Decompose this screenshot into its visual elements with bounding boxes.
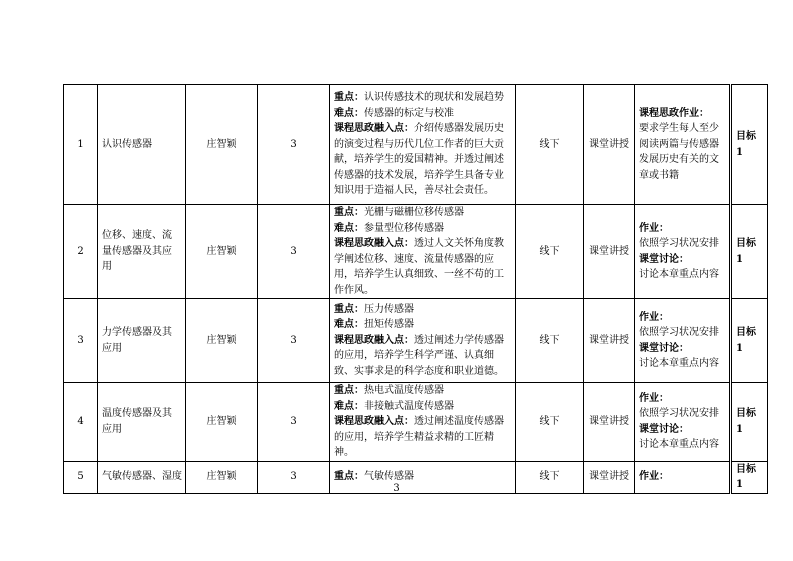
teaching-mode: 线下	[516, 461, 584, 493]
key-point: 热电式温度传感器	[364, 385, 444, 396]
difficulty-label: 难点：	[334, 107, 364, 119]
key-point: 光栅与磁栅位移传感器	[364, 207, 464, 218]
difficulty-point: 非接触式温度传感器	[364, 400, 454, 412]
ideology-label: 课程思政融入点：	[334, 334, 414, 346]
course-goal: 目标 1	[731, 205, 768, 299]
homework-label: 作业：	[639, 392, 669, 404]
ideology-text: 介绍传感器发展历史的演变过程与历代几位工作者的巨大贡献，培养学生的爱国精神。并透过阐述传感器的技术发展，培养学生具备专业知识用于造福人民，善尽社会责任。	[334, 123, 504, 197]
row-number: 3	[64, 299, 98, 383]
teaching-mode: 线下	[516, 205, 584, 299]
ideology-text: 透过阐述力学传感器的应用，培养学生科学严谨、认真细致、实事求是的科学态度和职业道德。	[334, 334, 504, 377]
row-number: 5	[64, 461, 98, 493]
content-cell	[330, 85, 516, 205]
ideology-text: 透过阐述温度传感器的应用，培养学生精益求精的工匠精神。	[334, 416, 504, 458]
homework-label: 课程思政作业：	[639, 107, 709, 119]
class-hours: 3	[258, 85, 330, 205]
key-label: 重点：	[334, 207, 364, 218]
teacher-name: 庄智颖	[186, 383, 258, 462]
discussion-label: 课堂讨论：	[639, 253, 689, 265]
key-label: 重点：	[334, 92, 364, 104]
difficulty-point: 扭矩传感器	[364, 319, 414, 331]
discussion-label: 课堂讨论：	[639, 342, 689, 354]
homework-label: 作业：	[639, 222, 669, 234]
teaching-method: 课堂讲授	[584, 461, 635, 493]
key-point: 认识传感技术的现状和发展趋势	[364, 92, 504, 104]
key-label: 重点：	[334, 471, 364, 483]
class-hours: 3	[258, 383, 330, 462]
syllabus-table	[63, 84, 768, 494]
homework-text: 依照学习状况安排	[639, 408, 719, 420]
teaching-mode: 线下	[516, 383, 584, 462]
chapter-title: 认识传感器	[98, 85, 186, 205]
table-row	[64, 85, 768, 205]
difficulty-point: 参量型位移传感器	[364, 222, 444, 234]
class-hours: 3	[258, 205, 330, 299]
class-hours: 3	[258, 461, 330, 493]
discussion-label: 课堂讨论：	[639, 423, 689, 435]
table-row	[64, 205, 768, 299]
key-point: 气敏传感器	[364, 471, 414, 483]
course-goal: 目标 1	[731, 85, 768, 205]
content-cell	[330, 299, 516, 383]
homework-label: 作业：	[639, 471, 669, 483]
class-hours: 3	[258, 299, 330, 383]
key-label: 重点：	[334, 303, 364, 315]
teaching-mode: 线下	[516, 299, 584, 383]
difficulty-label: 难点：	[334, 319, 364, 331]
course-goal: 目标 1	[731, 383, 768, 462]
teaching-mode: 线下	[516, 85, 584, 205]
homework-text: 依照学习状况安排	[639, 238, 719, 249]
content-cell	[330, 205, 516, 299]
page-number: 3	[393, 483, 400, 494]
table-row	[64, 299, 768, 383]
ideology-label: 课程思政融入点：	[334, 123, 414, 135]
teaching-method: 课堂讲授	[584, 205, 635, 299]
ideology-text: 透过人文关怀角度教学阐述位移、速度、流量传感器的应用，培养学生认真细致、一丝不苟的工作作风。	[334, 238, 504, 296]
chapter-title: 温度传感器及其应用	[98, 383, 186, 462]
discussion-text: 讨论本章重点内容	[639, 358, 719, 369]
chapter-title: 气敏传感器、湿度	[98, 461, 186, 493]
discussion-text: 讨论本章重点内容	[639, 439, 719, 451]
ideology-label: 课程思政融入点：	[334, 238, 414, 249]
teacher-name: 庄智颖	[186, 85, 258, 205]
homework-text: 依照学习状况安排	[639, 327, 719, 338]
chapter-title: 位移、速度、流量传感器及其应用	[98, 205, 186, 299]
table-row	[64, 383, 768, 462]
content-cell	[330, 383, 516, 462]
teaching-method: 课堂讲授	[584, 383, 635, 462]
homework-cell	[635, 85, 731, 205]
homework-cell	[635, 383, 731, 462]
row-number: 2	[64, 205, 98, 299]
difficulty-point: 传感器的标定与校准	[364, 107, 454, 119]
course-goal: 目标 1	[731, 299, 768, 383]
teacher-name: 庄智颖	[186, 205, 258, 299]
row-number: 4	[64, 383, 98, 462]
homework-label: 作业：	[639, 311, 669, 323]
ideology-label: 课程思政融入点：	[334, 416, 414, 427]
homework-cell	[635, 205, 731, 299]
discussion-text: 讨论本章重点内容	[639, 269, 719, 280]
teaching-method: 课堂讲授	[584, 85, 635, 205]
homework-cell	[635, 299, 731, 383]
key-point: 压力传感器	[364, 303, 414, 315]
chapter-title: 力学传感器及其应用	[98, 299, 186, 383]
difficulty-label: 难点：	[334, 400, 364, 412]
teacher-name: 庄智颖	[186, 461, 258, 493]
homework-text: 要求学生每人至少阅读两篇与传感器发展历史有关的文章或书籍	[639, 123, 719, 181]
teacher-name: 庄智颖	[186, 299, 258, 383]
teaching-method: 课堂讲授	[584, 299, 635, 383]
row-number: 1	[64, 85, 98, 205]
key-label: 重点：	[334, 385, 364, 396]
difficulty-label: 难点：	[334, 222, 364, 234]
course-goal: 目标 1	[731, 461, 768, 493]
